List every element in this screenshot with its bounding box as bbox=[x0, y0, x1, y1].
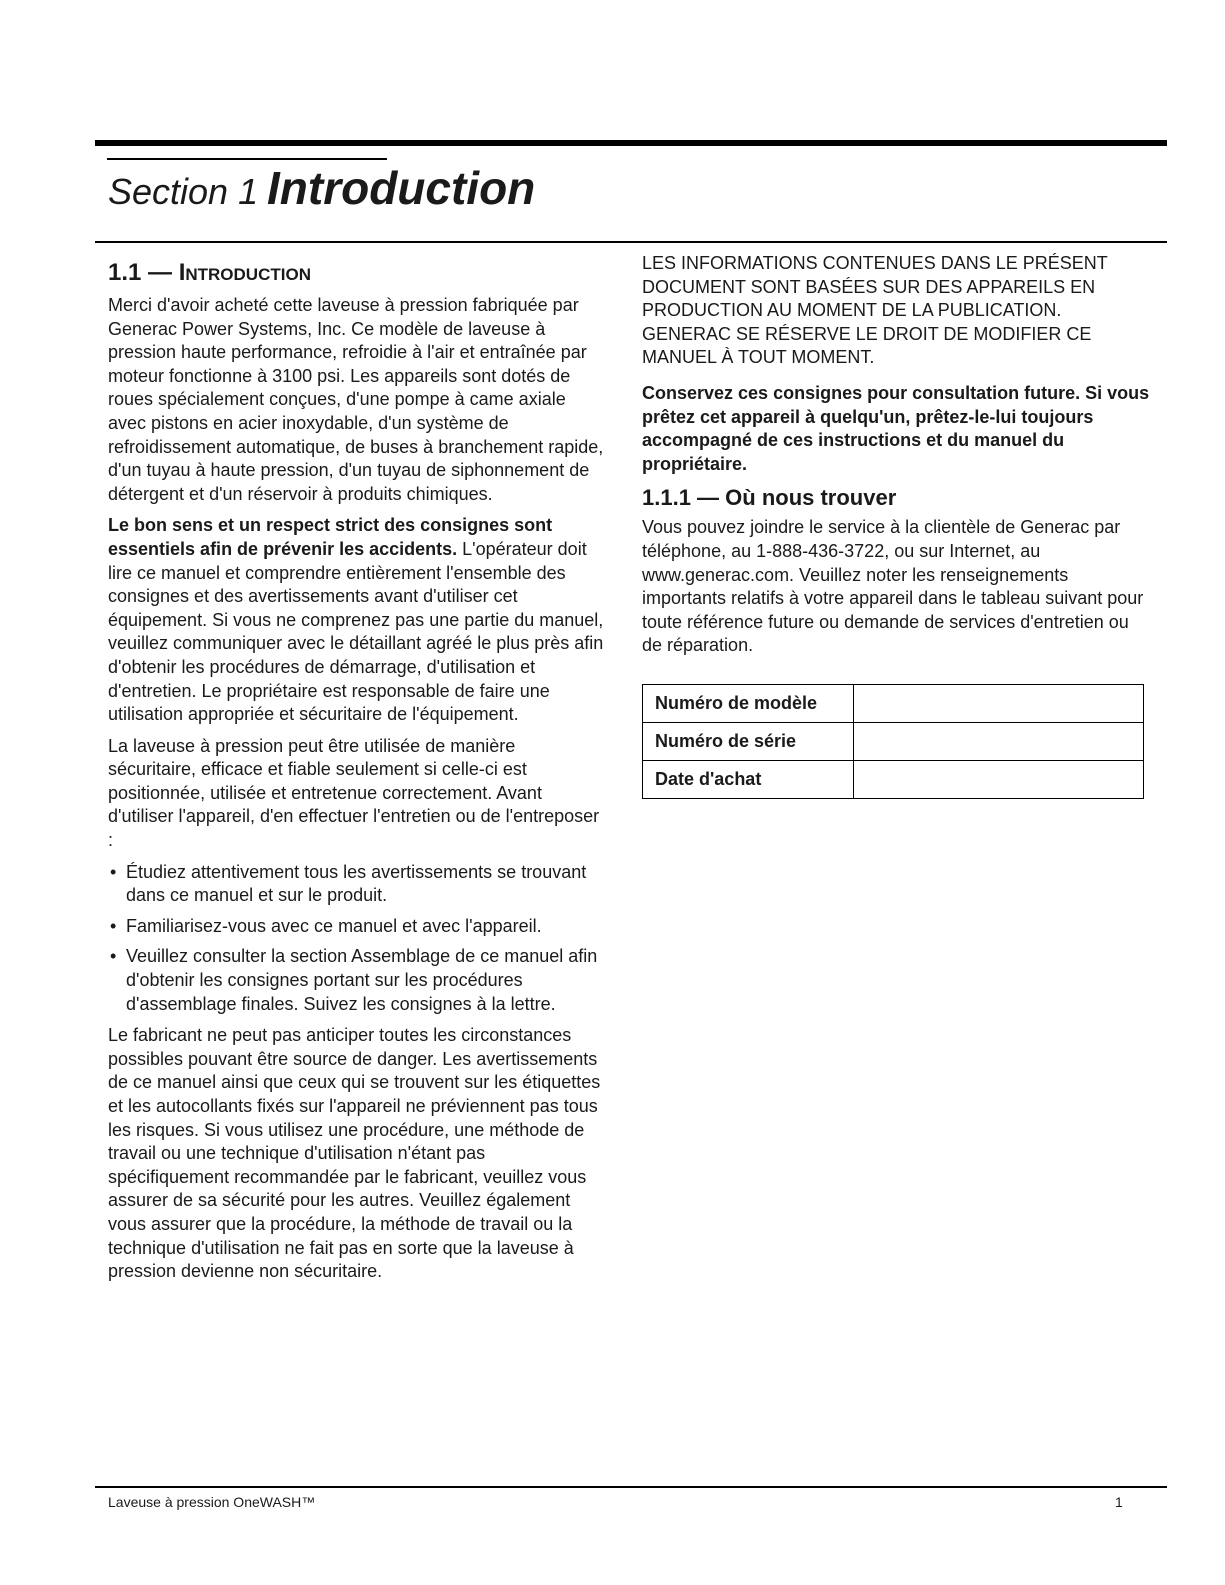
table-label-cell: Numéro de série bbox=[643, 722, 854, 760]
intro-heading bbox=[108, 258, 608, 288]
contact-heading: 1.1.1 — Où nous trouver bbox=[642, 485, 897, 511]
left-column bbox=[108, 252, 608, 1292]
table-value-cell bbox=[854, 722, 1144, 760]
footer-rule bbox=[95, 1486, 1167, 1488]
contact-paragraph: Vous pouvez joindre le service à la clientèle de Generac par téléphone, au 1-888-436-3722, ou sur Internet, au www.generac.com. Veuillez noter les renseignements importants relatifs à votre appareil dans le tableau suivant pour toute référence future ou demande de services d'entretien ou de réparation. bbox=[642, 517, 1144, 656]
table-row bbox=[643, 760, 1144, 798]
bullet-icon: • bbox=[110, 861, 117, 882]
right-column bbox=[642, 252, 1150, 799]
intro-paragraph-4: Le fabricant ne peut pas anticiper toutes les circonstances possibles pouvant être source de danger. Les avertissements de ce manuel ainsi que ceux qui se trouvent sur les étiquettes et les autocollants fixés sur l'appareil ne préviennent pas tous les risques. Si vous utilisez une procédure, une méthode de travail ou une technique d'utilisation n'étant pas spécifiquement recommandée par le fabricant, veuillez vous assurer de sa sécurité pour les autres. Veuillez également vous assurer que la procédure, la méthode de travail ou la technique d'utilisation ne fait pas en sorte que la laveuse à pression devienne non sécuritaire. bbox=[108, 1025, 601, 1282]
intro-paragraph-2-rest: L'opérateur doit lire ce manuel et comprendre entièrement l'ensemble des consignes et des avertissements avant d'utiliser cet équipement. Si vous ne comprenez pas une partie du manuel, veuillez communiquer avec le détaillant agréé le plus près afin d'obtenir les procédures de démarrage, d'utilisation et d'entretien. Le propriétaire est responsable de faire une utilisation appropriée et sécuritaire de l'équipement. bbox=[108, 538, 604, 725]
top-rule bbox=[95, 140, 1167, 146]
intro-paragraph-3: La laveuse à pression peut être utilisée de manière sécuritaire, efficace et fiable seulement si celle-ci est positionnée, utilisée et entretenue correctement. Avant d'utiliser l'appareil, d'en effectuer l'entretien ou de l'entreposer : bbox=[108, 735, 600, 851]
product-info-table bbox=[642, 684, 1144, 799]
bullet-icon: • bbox=[110, 915, 117, 936]
footer-product-name: Laveuse à pression OneWASH™ bbox=[108, 1494, 316, 1510]
page-number: 1 bbox=[1115, 1494, 1123, 1510]
section-label: Section 1 bbox=[108, 171, 259, 212]
list-item bbox=[108, 915, 608, 939]
table-row bbox=[643, 722, 1144, 760]
intro-paragraph-2-bold: Le bon sens et un respect strict des consignes sont essentiels afin de prévenir les accidents. bbox=[108, 515, 553, 559]
intro-paragraph-1: Merci d'avoir acheté cette laveuse à pression fabriquée par Generac Power Systems, Inc. Ce modèle de laveuse à pression haute performance, refroidie à l'air et entraînée par moteur fonctionne à 3100 psi. Les appareils sont dotés de roues spécialement conçues, d'une pompe à came axiale avec pistons en acier inoxydable, d'un système de refroidissement automatique, de buses à branchement rapide, d'un tuyau à haute pression, d'un tuyau de siphonnement de détergent et d'un réservoir à produits chimiques. bbox=[108, 295, 604, 504]
table-value-cell bbox=[854, 684, 1144, 722]
table-label-cell: Date d'achat bbox=[643, 760, 854, 798]
intro-heading-number: 1.1 — bbox=[108, 259, 179, 286]
table-value-cell bbox=[854, 760, 1144, 798]
keep-instructions-paragraph: Conservez ces consignes pour consultation future. Si vous prêtez cet appareil à quelqu'un, prêtez-le-lui toujours accompagné de ces instructions et du manuel du propriétaire. bbox=[642, 382, 1150, 474]
table-row bbox=[643, 684, 1144, 722]
bullet-icon: • bbox=[110, 946, 117, 967]
list-item-text: Étudiez attentivement tous les avertissements se trouvant dans ce manuel et sur le produit. bbox=[126, 861, 587, 906]
disclaimer-paragraph: LES INFORMATIONS CONTENUES DANS LE PRÉSENT DOCUMENT SONT BASÉES SUR DES APPAREILS EN PRODUCTION AU MOMENT DE LA PUBLICATION. GENERAC SE RÉSERVE LE DROIT DE MODIFIER CE MANUEL À TOUT MOMENT. bbox=[642, 253, 1108, 368]
section-title-text: Introduction bbox=[267, 162, 536, 214]
intro-heading-title: Introduction bbox=[178, 259, 311, 286]
list-item-text: Familiarisez-vous avec ce manuel et avec l'appareil. bbox=[126, 915, 542, 936]
intro-paragraph-2 bbox=[108, 514, 608, 726]
list-item-text: Veuillez consulter la section Assemblage de ce manuel afin d'obtenir les consignes portant sur les procédures d'assemblage finales. Suivez les consignes à la lettre. bbox=[126, 946, 598, 1014]
heading-rule bbox=[95, 241, 1167, 243]
list-item bbox=[108, 945, 608, 1016]
precaution-list bbox=[108, 861, 608, 1017]
list-item bbox=[108, 861, 608, 908]
table-label-cell: Numéro de modèle bbox=[643, 684, 854, 722]
section-title bbox=[108, 156, 535, 225]
